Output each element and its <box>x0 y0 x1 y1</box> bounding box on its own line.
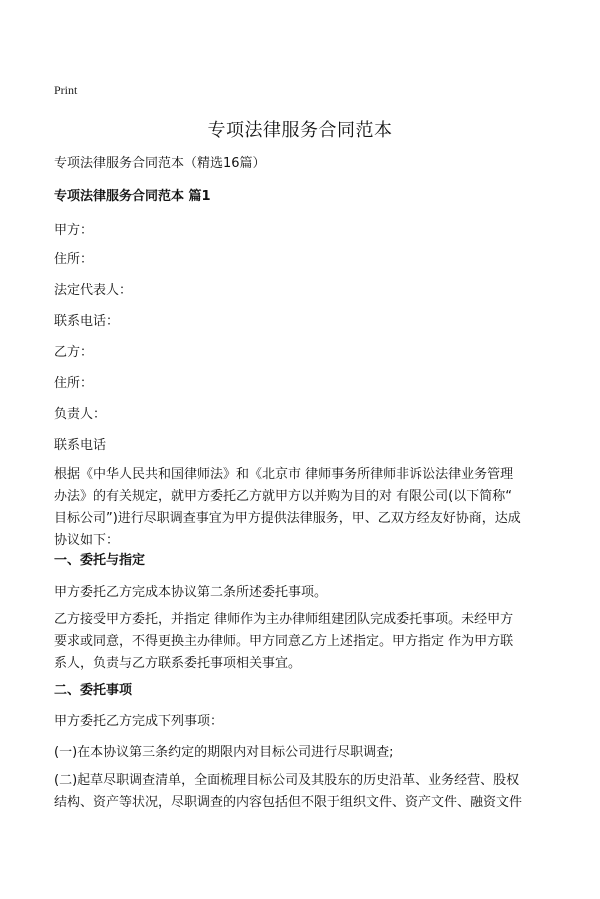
section1-p2-line: 乙方接受甲方委托，并指定 律师作为主办律师组建团队完成委托事项。未经甲方 <box>54 612 514 627</box>
section2-heading: 二、委托事项 <box>54 683 133 698</box>
intro-line: 目标公司”)进行尽职调查事宜为甲方提供法律服务，甲、乙双方经友好协商，达成 <box>54 511 521 526</box>
section1-p2-line: 系人，负责与乙方联系委托事项相关事宜。 <box>54 656 302 671</box>
section2-item2-line: (二)起草尽职调查清单，全面梳理目标公司及其股东的历史沿革、业务经营、股权 <box>54 773 520 788</box>
section1-heading: 一、委托与指定 <box>54 553 146 568</box>
print-label[interactable]: Print <box>54 83 78 97</box>
phone-a-field: 联系电话： <box>54 314 120 329</box>
document-subtitle: 专项法律服务合同范本（精选16篇） <box>54 156 266 171</box>
intro-line: 根据《中华人民共和国律师法》和《北京市 律师事务所律师非诉讼法律业务管理 <box>54 467 514 482</box>
legal-rep-field: 法定代表人： <box>54 283 133 298</box>
party-a-field: 甲方： <box>54 223 94 238</box>
intro-line: 协议如下： <box>54 533 120 548</box>
section2-item2-line: 结构、资产等状况，尽职调查的内容包括但不限于组织文件、资产文件、融资文件 <box>54 795 523 810</box>
intro-line: 办法》的有关规定，就甲方委托乙方就甲方以并购为目的对 有限公司(以下简称“ <box>54 489 512 504</box>
intro-paragraph <box>54 464 550 552</box>
section1-paragraph-1: 甲方委托乙方完成本协议第二条所述委托事项。 <box>54 585 328 600</box>
document-title: 专项法律服务合同范本 <box>207 120 393 141</box>
section2-paragraph-1: 甲方委托乙方完成下列事项： <box>54 714 224 729</box>
section1-p2-line: 要求或同意，不得更换主办律师。甲方同意乙方上述指定。甲方指定 作为甲方联 <box>54 634 514 649</box>
section2-item-2 <box>54 770 550 814</box>
phone-b-field: 联系电话 <box>54 438 107 453</box>
responsible-field: 负责人： <box>54 407 107 422</box>
address-b-field: 住所： <box>54 376 94 391</box>
address-a-field: 住所： <box>54 252 94 267</box>
section-heading-1: 专项法律服务合同范本 篇1 <box>54 189 211 204</box>
section1-paragraph-2 <box>54 609 550 675</box>
section2-item-1: (一)在本协议第三条约定的期限内对目标公司进行尽职调查; <box>54 745 394 760</box>
party-b-field: 乙方： <box>54 345 94 360</box>
